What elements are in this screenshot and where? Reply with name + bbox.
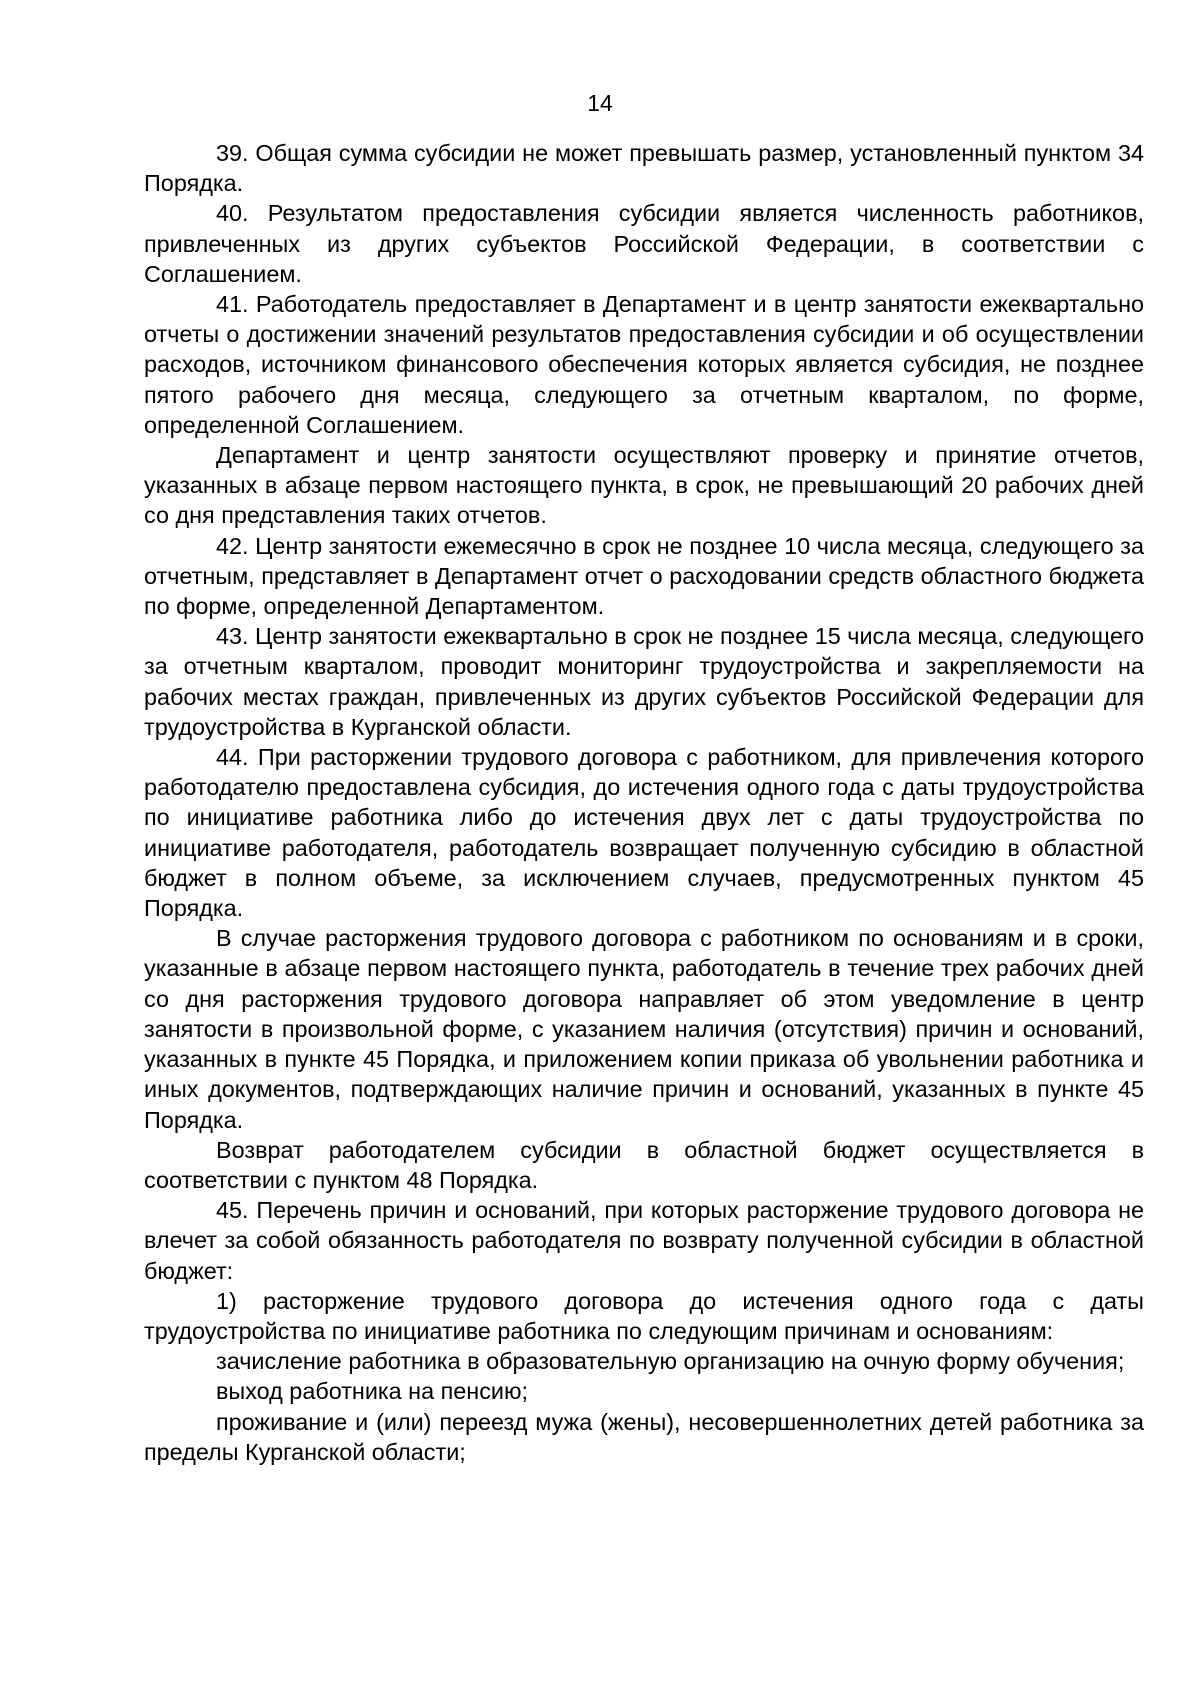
paragraph-44: 44. При расторжении трудового договора с работником, для привлечения которого работодателю предоставлена субсидия, до истечения одного года с даты трудоустройства по инициативе работника либо до истечения двух лет с даты трудоустройства по инициативе работодателя, работодатель возвращает полученную субсидию в областной бюджет в полном объеме, за исключением случаев, предусмотренных пунктом 45 Порядка. [144,744,1144,922]
paragraph-42: 42. Центр занятости ежемесячно в срок не позднее 10 числа месяца, следующего за отчетным, представляет в Департамент отчет о расходовании средств областного бюджета по форме, определенной Департаментом. [144,532,1144,620]
paragraph-45-item-1: 1) расторжение трудового договора до истечения одного года с даты трудоустройства по инициативе работника по следующим причинам и основаниям: [144,1287,1144,1344]
paragraph-44-second: В случае расторжения трудового договора с работником по основаниям и в сроки, указанные в абзаце первом настоящего пункта, работодатель в течение трех рабочих дней со дня расторжения трудового договора направляет об этом уведомление в центр занятости в произвольной форме, с указанием наличия (отсутствия) причин и оснований, указанных в пункте 45 Порядка, и приложением копии приказа об увольнении работника и иных документов, подтверждающих наличие причин и оснований, указанных в пункте 45 Порядка. [144,925,1144,1133]
paragraph-45: 45. Перечень причин и оснований, при которых расторжение трудового договора не влечет за собой обязанность работодателя по возврату полученной субсидии в областной бюджет: [144,1197,1144,1284]
page-number: 14 [587,90,613,116]
paragraph-45-reason-relocation: проживание и (или) переезд мужа (жены), несовершеннолетних детей работника за пределы Курганской области; [144,1408,1144,1465]
document-body [144,138,1144,1467]
paragraph-41: 41. Работодатель предоставляет в Департамент и в центр занятости ежеквартально отчеты о достижении значений результатов предоставления субсидии и об осуществлении расходов, источником финансового обеспечения которых является субсидия, не позднее пятого рабочего дня месяца, следующего за отчетным кварталом, по форме, определенной Соглашением. [144,291,1144,438]
paragraph-45-reason-education: зачисление работника в образовательную организацию на очную форму обучения; [216,1348,1125,1375]
paragraph-44-third: Возврат работодателем субсидии в областной бюджет осуществляется в соответствии с пунктом 48 Порядка. [144,1136,1144,1193]
paragraph-39: 39. Общая сумма субсидии не может превышать размер, установленный пунктом 34 Порядка. [144,140,1144,197]
paragraph-43: 43. Центр занятости ежеквартально в срок не позднее 15 числа месяца, следующего за отчетным кварталом, проводит мониторинг трудоустройства и закрепляемости на рабочих местах граждан, привлеченных из других субъектов Российской Федерации для трудоустройства в Курганской области. [144,623,1144,740]
paragraph-40: 40. Результатом предоставления субсидии является численность работников, привлеченных из других субъектов Российской Федерации, в соответствии с Соглашением. [144,200,1144,287]
paragraph-45-reason-pension: выход работника на пенсию; [216,1378,528,1405]
paragraph-41-second: Департамент и центр занятости осуществляют проверку и принятие отчетов, указанных в абзаце первом настоящего пункта, в срок, не превышающий 20 рабочих дней со дня представления таких отчетов. [144,442,1144,529]
